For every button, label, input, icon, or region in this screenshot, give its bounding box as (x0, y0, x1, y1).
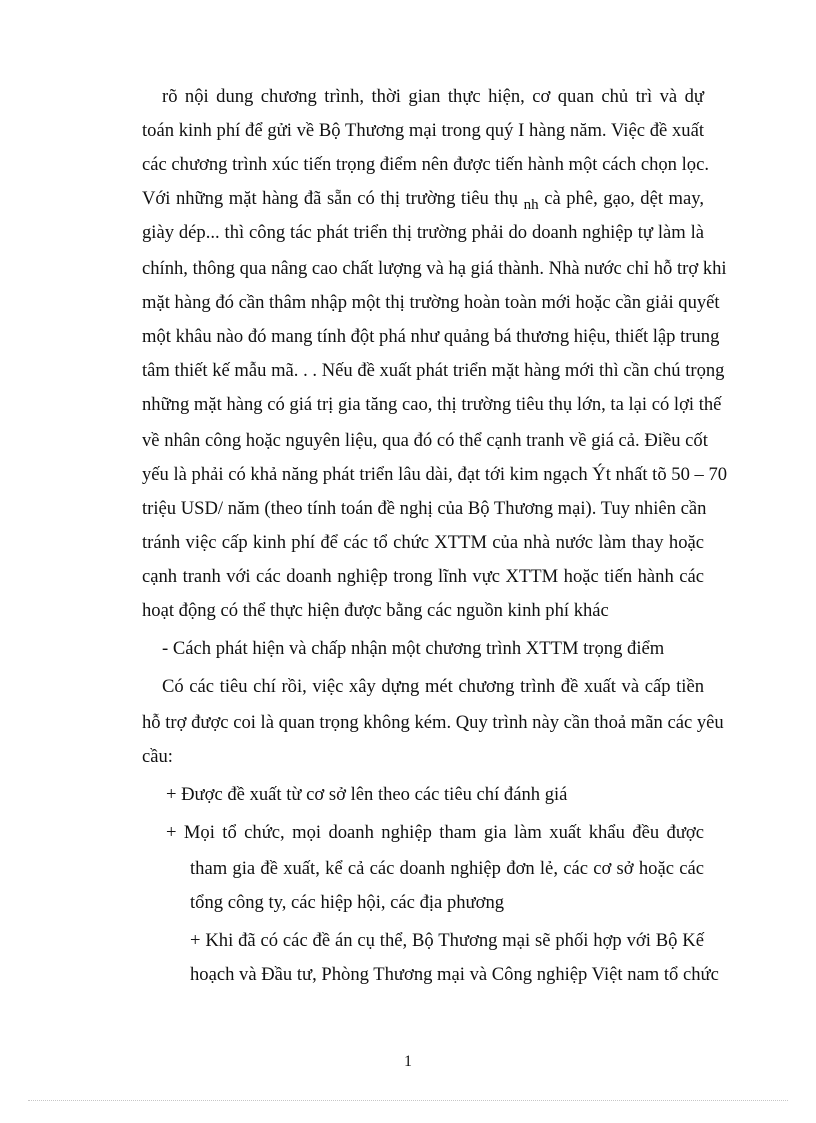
body-text-line: tránh việc cấp kinh phí để các tổ chức XTTM của nhà nước làm thay hoặc (142, 532, 704, 553)
section-heading: - Cách phát hiện và chấp nhận một chương trình XTTM trọng điểm (162, 638, 665, 659)
body-text-line: rõ nội dung chương trình, thời gian thực hiện, cơ quan chủ trì và dự (162, 86, 704, 107)
page-bottom-divider (28, 1100, 788, 1101)
body-text-line: giày dép... thì công tác phát triển thị trường phải do doanh nghiệp tự làm là (142, 222, 704, 243)
body-text-line: hoạt động có thể thực hiện được bằng các nguồn kinh phí khác (142, 600, 609, 621)
body-text-line: tâm thiết kế mẫu mã. . . Nếu đề xuất phát triển mặt hàng mới thì cần chú trọng (142, 360, 725, 381)
body-text-line: các chương trình xúc tiến trọng điểm nên được tiến hành một cách chọn lọc. (142, 154, 709, 175)
page-number: 1 (404, 1053, 412, 1070)
list-item: + Khi đã có các đề án cụ thể, Bộ Thương mại sẽ phối hợp với Bộ Kế (190, 930, 704, 951)
text-fragment: cà phê, gạo, dệt may, (544, 188, 705, 209)
body-text-line: Có các tiêu chí rồi, việc xây dựng mét chương trình đề xuất và cấp tiền (162, 676, 704, 697)
subscript-fragment: nh (523, 197, 539, 213)
body-text-line: một khâu nào đó mang tính đột phá như quảng bá thương hiệu, thiết lập trung (142, 326, 720, 347)
list-item-continuation: tham gia đề xuất, kể cả các doanh nghiệp đơn lẻ, các cơ sở hoặc các (190, 858, 704, 879)
body-text-line: chính, thông qua nâng cao chất lượng và hạ giá thành. Nhà nước chỉ hỗ trợ khi (142, 258, 727, 279)
list-item: + Được đề xuất từ cơ sở lên theo các tiêu chí đánh giá (166, 784, 568, 805)
body-text-line: cầu: (142, 746, 173, 767)
body-text-line: cạnh tranh với các doanh nghiệp trong lĩnh vực XTTM hoặc tiến hành các (142, 566, 704, 587)
text-fragment: Với những mặt hàng đã sẵn có thị trường tiêu thụ (142, 188, 519, 209)
body-text-line: về nhân công hoặc nguyên liệu, qua đó có thể cạnh tranh về giá cả. Điều cốt (142, 430, 708, 451)
body-text-line: yếu là phải có khả năng phát triển lâu dài, đạt tới kim ngạch Ýt nhất tõ 50 – 70 (142, 464, 728, 485)
body-text-line: triệu USD/ năm (theo tính toán đề nghị của Bộ Thương mại). Tuy nhiên cần (142, 498, 707, 519)
list-item-continuation: tổng công ty, các hiệp hội, các địa phương (190, 892, 505, 913)
body-text-line-with-subscript (142, 184, 704, 214)
body-text-line: những mặt hàng có giá trị gia tăng cao, thị trường tiêu thụ lớn, ta lại có lợi thế (142, 394, 722, 415)
body-text-line: mặt hàng đó cần thâm nhập một thị trường hoàn toàn mới hoặc cần giải quyết (142, 292, 720, 313)
list-item: + Mọi tổ chức, mọi doanh nghiệp tham gia làm xuất khẩu đều được (166, 822, 704, 843)
body-text-line: toán kinh phí để gửi về Bộ Thương mại trong quý I hàng năm. Việc đề xuất (142, 120, 704, 141)
list-item-continuation: hoạch và Đầu tư, Phòng Thương mại và Công nghiệp Việt nam tổ chức (190, 964, 719, 985)
body-text-line: hỗ trợ được coi là quan trọng không kém. Quy trình này cần thoả mãn các yêu (142, 712, 724, 733)
